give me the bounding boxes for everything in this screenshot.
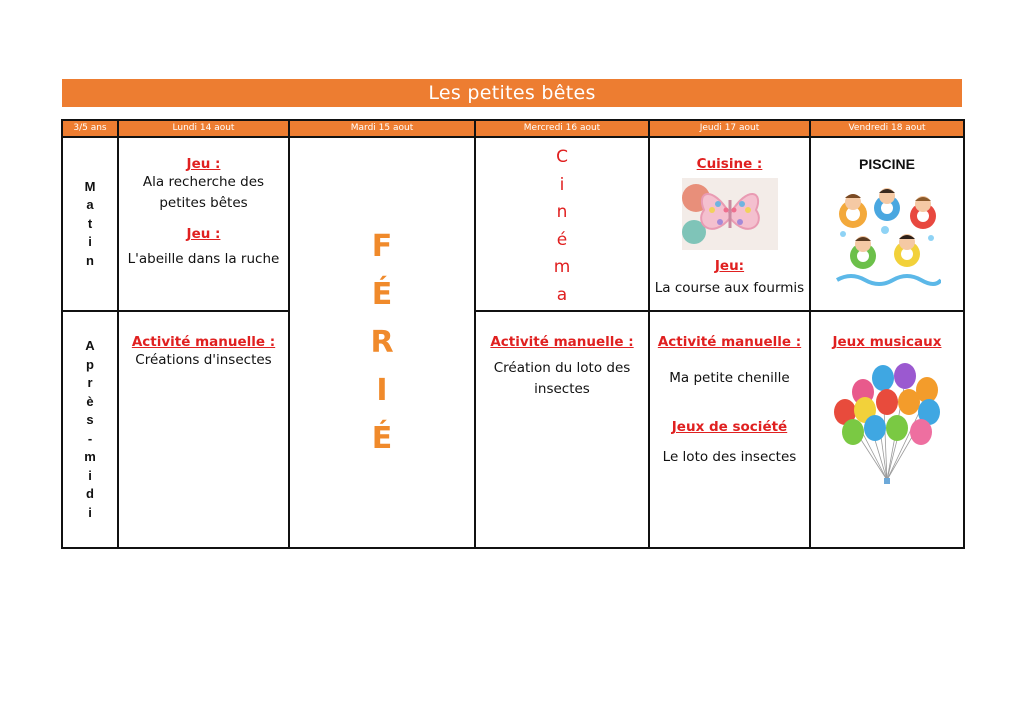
activity-title: Activité manuelle : — [131, 334, 276, 351]
jeudi-apres-midi-cell — [649, 311, 810, 548]
matin-label: M a t i n — [62, 137, 118, 311]
activity-text: Ala recherche des — [142, 174, 265, 190]
cinema-cell: C i n é m a — [475, 137, 649, 311]
activity-title: Jeu : — [186, 156, 221, 172]
activity-text: Création du loto des — [493, 360, 631, 377]
day-header-lundi: Lundi 14 aout — [118, 120, 289, 137]
activity-title: Jeux de société — [671, 419, 788, 436]
lundi-matin-cell — [118, 137, 289, 311]
apres-midi-label: A p r è s - m i d i — [62, 311, 118, 548]
butterfly-cookie-image — [682, 178, 778, 250]
apres-midi-row — [62, 311, 964, 548]
mercredi-apres-midi-cell — [475, 311, 649, 548]
day-header-mardi: Mardi 15 aout — [289, 120, 475, 137]
matin-row — [62, 137, 964, 311]
day-header-jeudi: Jeudi 17 aout — [649, 120, 810, 137]
balloons-illustration — [831, 362, 943, 488]
activity-text: La course aux fourmis — [654, 280, 805, 296]
swimming-kids-illustration — [833, 184, 941, 294]
jeudi-matin-cell — [649, 137, 810, 311]
activity-title: Activité manuelle : — [490, 334, 634, 351]
activity-title: Jeu: — [714, 258, 745, 274]
vendredi-matin-cell — [810, 137, 964, 311]
activity-text: Créations d'insectes — [135, 352, 272, 369]
activity-text: insectes — [534, 381, 590, 398]
activity-title: Cuisine : — [696, 156, 763, 172]
header-row — [62, 120, 964, 137]
day-header-mercredi: Mercredi 16 aout — [475, 120, 649, 137]
page-title: Les petites bêtes — [62, 79, 962, 107]
activity-title: Activité manuelle : — [657, 334, 802, 351]
activity-title: PISCINE — [858, 156, 915, 172]
vendredi-apres-midi-cell — [810, 311, 964, 548]
day-header-vendredi: Vendredi 18 aout — [810, 120, 964, 137]
activity-text: Le loto des insectes — [662, 449, 797, 466]
activity-text: petites bêtes — [159, 195, 248, 211]
activity-text: L'abeille dans la ruche — [127, 251, 280, 267]
activity-text: Ma petite chenille — [669, 370, 790, 387]
schedule-table — [61, 119, 965, 549]
ferie-cell: F É R I É — [289, 137, 475, 548]
activity-title: Jeu : — [186, 226, 221, 242]
age-header: 3/5 ans — [62, 120, 118, 137]
lundi-apres-midi-cell — [118, 311, 289, 548]
activity-title: Jeux musicaux — [832, 334, 942, 351]
